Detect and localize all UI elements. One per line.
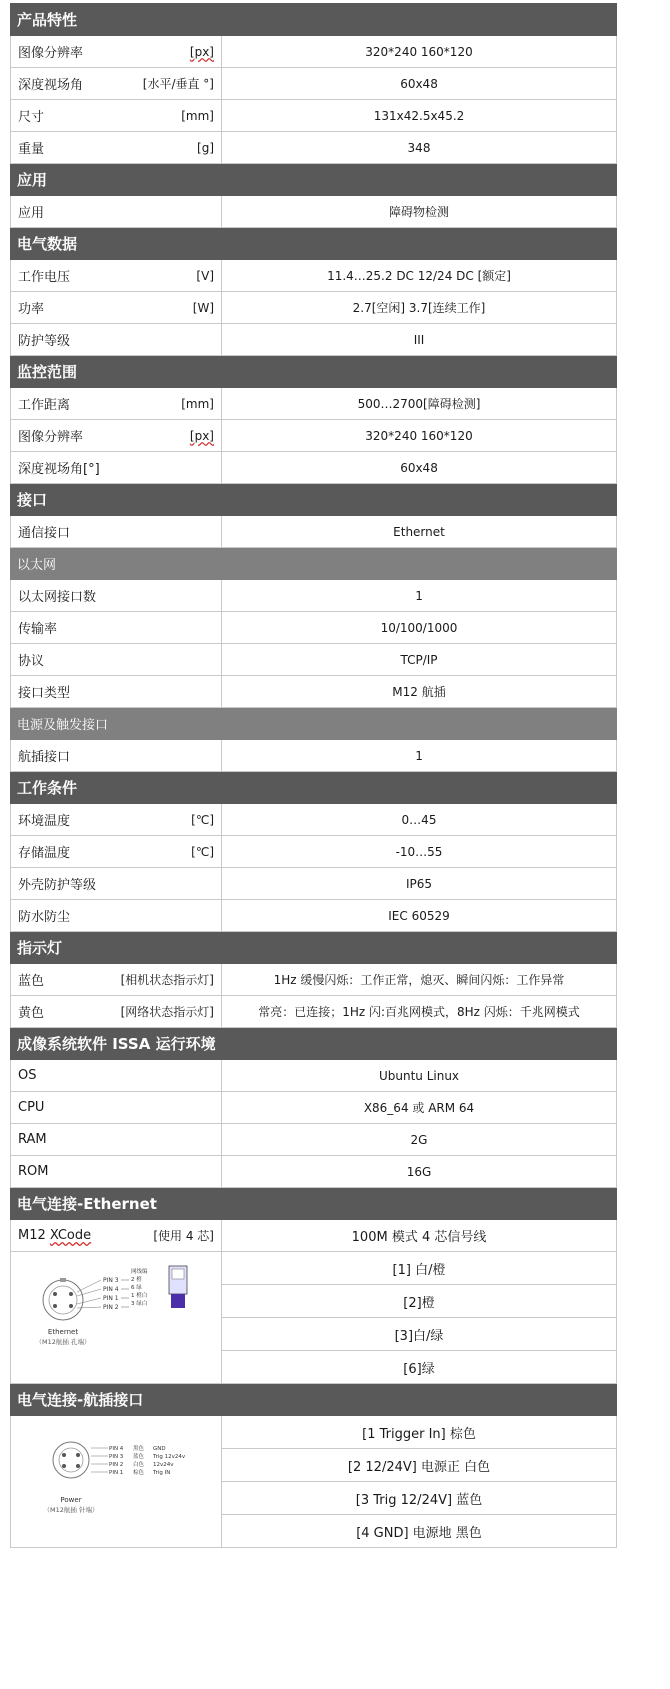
spec-label: 深度视场角 [18, 78, 84, 93]
spec-value: 障碍物检测 [222, 196, 617, 228]
pin-value: [3]白/绿 [222, 1318, 617, 1351]
diagram-caption: Power [60, 1496, 82, 1504]
spec-unit: [V] [196, 268, 214, 283]
spec-label-cell [11, 964, 222, 996]
wire-color-label: 棕色 [133, 1470, 145, 1476]
spec-value: 1Hz 缓慢闪烁：工作正常，熄灭、瞬间闪烁：工作异常 [222, 964, 617, 996]
section-title: 监控范围 [11, 356, 617, 388]
spec-value: 60x48 [222, 452, 617, 484]
section-title: 电源及触发接口 [11, 708, 617, 740]
spec-value: 1 [222, 580, 617, 612]
spec-unit: [g] [197, 140, 214, 155]
spec-label-cell [11, 292, 222, 324]
spec-label: 功率 [18, 302, 45, 317]
spec-value: 100M 模式 4 芯信号线 [222, 1220, 617, 1252]
spec-value: 2G [222, 1124, 617, 1156]
wire-color-label: 蓝色 [133, 1454, 145, 1460]
spec-unit: [mm] [181, 108, 214, 123]
spec-label [18, 1228, 91, 1243]
spec-row [11, 868, 617, 900]
spec-label: ROM [18, 1164, 49, 1179]
spec-row [11, 836, 617, 868]
section-header [11, 228, 617, 260]
spec-row [11, 292, 617, 324]
spec-row [11, 132, 617, 164]
spec-row [11, 1220, 617, 1252]
spec-label-cell [11, 1092, 222, 1124]
subsection-header [11, 548, 617, 580]
spec-unit: [W] [192, 300, 214, 315]
spec-label: 工作电压 [18, 270, 71, 285]
spec-label: 接口类型 [18, 686, 71, 701]
spec-row [11, 580, 617, 612]
spec-row [11, 452, 617, 484]
pin-value: [1] 白/橙 [222, 1252, 617, 1285]
spec-value: 320*240 160*120 [222, 36, 617, 68]
spec-label: OS [18, 1068, 37, 1083]
section-header [11, 356, 617, 388]
spec-value: Ubuntu Linux [222, 1060, 617, 1092]
spec-unit: [网络状态指示灯] [120, 1005, 214, 1019]
spec-unit: [px] [189, 428, 214, 443]
spec-unit: [水平/垂直 °] [142, 77, 214, 91]
section-header [11, 772, 617, 804]
spec-value: 2.7[空闲] 3.7[连续工作] [222, 292, 617, 324]
spec-label: 防水防尘 [18, 910, 71, 925]
spec-row [11, 964, 617, 996]
pin-label: PIN 2 [109, 1462, 124, 1468]
spec-row [11, 196, 617, 228]
wire-label: GND [153, 1446, 166, 1452]
spec-value: IEC 60529 [222, 900, 617, 932]
spec-unit: [℃] [191, 844, 214, 859]
spec-label-cell [11, 900, 222, 932]
spec-label-cell [11, 196, 222, 228]
spec-label-cell [11, 36, 222, 68]
spec-label: RAM [18, 1132, 47, 1147]
spec-label: 防护等级 [18, 334, 71, 349]
diagram-subcaption: （M12航插 针端） [43, 1506, 99, 1514]
spec-label-cell [11, 868, 222, 900]
diagram-caption: Ethernet [47, 1328, 79, 1336]
spec-label: 外壳防护等级 [18, 878, 97, 893]
spec-row [11, 612, 617, 644]
label-code: XCode [49, 1228, 92, 1243]
wire-label: Trig IN [153, 1470, 171, 1476]
spec-label: 航插接口 [18, 750, 71, 765]
spec-label-cell [11, 1060, 222, 1092]
section-title: 工作条件 [11, 772, 617, 804]
wire-label: Trig 12v24v [153, 1454, 186, 1460]
section-title: 成像系统软件 ISSA 运行环境 [11, 1028, 617, 1060]
section-title: 接口 [11, 484, 617, 516]
spec-label-cell [11, 612, 222, 644]
spec-value: 10/100/1000 [222, 612, 617, 644]
spec-label-cell [11, 132, 222, 164]
pin-value: [2 12/24V] 电源正 白色 [222, 1449, 617, 1482]
wire-label: 1 橙白 [131, 1293, 148, 1299]
spec-value: M12 航插 [222, 676, 617, 708]
pin-label: PIN 1 [109, 1470, 124, 1476]
section-header [11, 1028, 617, 1060]
spec-row [11, 1092, 617, 1124]
pin-label: PIN 4 [109, 1446, 124, 1452]
pin-row [11, 1416, 617, 1449]
section-title: 产品特性 [11, 4, 617, 36]
spec-row [11, 420, 617, 452]
spec-label-cell [11, 996, 222, 1028]
section-header [11, 932, 617, 964]
spec-label-cell [11, 516, 222, 548]
power-diagram-cell [11, 1416, 222, 1548]
pin-value: [6]绿 [222, 1351, 617, 1384]
spec-label: 工作距离 [18, 398, 71, 413]
wire-label: 6 绿 [131, 1285, 142, 1291]
section-title: 应用 [11, 164, 617, 196]
wire-label: 12v24v [153, 1462, 174, 1468]
pin-label: PIN 3 [103, 1277, 119, 1284]
spec-label: 蓝色 [18, 974, 45, 989]
spec-unit: [mm] [181, 396, 214, 411]
section-header [11, 1188, 617, 1220]
pin-value: [4 GND] 电源地 黑色 [222, 1515, 617, 1548]
subsection-header [11, 708, 617, 740]
spec-row [11, 996, 617, 1028]
pin-label: PIN 3 [109, 1454, 124, 1460]
wire-label: 网线编 [131, 1269, 148, 1275]
spec-label-cell [11, 1156, 222, 1188]
section-title: 以太网 [11, 548, 617, 580]
spec-label: 协议 [18, 654, 45, 669]
spec-label: 图像分辨率 [18, 46, 84, 61]
spec-row [11, 740, 617, 772]
spec-label-cell [11, 1124, 222, 1156]
spec-value: 常亮：已连接；1Hz 闪:百兆网模式，8Hz 闪烁：千兆网模式 [222, 996, 617, 1028]
spec-label: 以太网接口数 [18, 590, 97, 605]
spec-label: 图像分辨率 [18, 430, 84, 445]
spec-label-cell [11, 1220, 222, 1252]
connector-face-icon [43, 1278, 101, 1320]
wire-color-label: 白色 [133, 1462, 145, 1468]
spec-label: 深度视场角[°] [18, 462, 100, 477]
spec-unit: [℃] [191, 812, 214, 827]
pin-value: [2]橙 [222, 1285, 617, 1318]
spec-row [11, 68, 617, 100]
spec-value: 348 [222, 132, 617, 164]
label-prefix: M12 [18, 1228, 50, 1243]
power-connector-diagram [11, 1416, 222, 1544]
spec-label-cell [11, 452, 222, 484]
pin-label: PIN 2 [103, 1304, 119, 1311]
spec-value: 500…2700[障碍检测] [222, 388, 617, 420]
spec-unit: [相机状态指示灯] [120, 973, 214, 987]
spec-label-cell [11, 420, 222, 452]
spec-label: CPU [18, 1100, 45, 1115]
wire-color-label: 黑色 [133, 1446, 145, 1452]
spec-value: 131x42.5x45.2 [222, 100, 617, 132]
section-title: 电气连接-Ethernet [11, 1188, 617, 1220]
wire-label: 3 绿白 [131, 1301, 148, 1307]
section-title: 电气数据 [11, 228, 617, 260]
pin-value: [1 Trigger In] 棕色 [222, 1416, 617, 1449]
spec-unit: [px] [189, 44, 214, 59]
spec-row [11, 324, 617, 356]
section-header [11, 1384, 617, 1416]
spec-value: IP65 [222, 868, 617, 900]
spec-row [11, 644, 617, 676]
spec-label: 黄色 [18, 1006, 45, 1021]
spec-label: 存储温度 [18, 846, 71, 861]
ethernet-connector-diagram [11, 1252, 222, 1380]
spec-value: Ethernet [222, 516, 617, 548]
spec-label-cell [11, 68, 222, 100]
pin-label: PIN 1 [103, 1295, 119, 1302]
ethernet-diagram-cell [11, 1252, 222, 1384]
spec-row [11, 388, 617, 420]
spec-row [11, 1124, 617, 1156]
spec-label: 重量 [18, 142, 45, 157]
spec-row [11, 1156, 617, 1188]
spec-value: 11.4…25.2 DC 12/24 DC [额定] [222, 260, 617, 292]
spec-row [11, 676, 617, 708]
spec-label-cell [11, 740, 222, 772]
section-header [11, 164, 617, 196]
spec-label-cell [11, 580, 222, 612]
spec-label: 尺寸 [18, 110, 45, 125]
pin-row [11, 1252, 617, 1285]
spec-label-cell [11, 388, 222, 420]
spec-label-cell [11, 324, 222, 356]
spec-row [11, 516, 617, 548]
spec-label: 通信接口 [18, 526, 71, 541]
spec-label: 应用 [18, 206, 45, 221]
spec-value: 16G [222, 1156, 617, 1188]
spec-label: 环境温度 [18, 814, 71, 829]
spec-value: -10…55 [222, 836, 617, 868]
spec-label: 传输率 [18, 622, 58, 637]
spec-value: 0…45 [222, 804, 617, 836]
rj45-plug-icon [169, 1266, 187, 1308]
section-header [11, 4, 617, 36]
spec-label-cell [11, 644, 222, 676]
spec-value: 60x48 [222, 68, 617, 100]
spec-label-cell [11, 260, 222, 292]
spec-label-cell [11, 804, 222, 836]
spec-row [11, 260, 617, 292]
spec-value: TCP/IP [222, 644, 617, 676]
spec-label-cell [11, 676, 222, 708]
pin-value: [3 Trig 12/24V] 蓝色 [222, 1482, 617, 1515]
spec-label-cell [11, 836, 222, 868]
pin-label: PIN 4 [103, 1286, 119, 1293]
spec-row [11, 36, 617, 68]
spec-value: III [222, 324, 617, 356]
spec-value: 320*240 160*120 [222, 420, 617, 452]
section-title: 指示灯 [11, 932, 617, 964]
section-title: 电气连接-航插接口 [11, 1384, 617, 1416]
spec-row [11, 900, 617, 932]
spec-row [11, 1060, 617, 1092]
spec-value: 1 [222, 740, 617, 772]
section-header [11, 484, 617, 516]
spec-value: X86_64 或 ARM 64 [222, 1092, 617, 1124]
spec-unit: [使用 4 芯] [153, 1229, 214, 1243]
wire-label: 2 橙 [131, 1277, 142, 1283]
spec-row [11, 100, 617, 132]
spec-label-cell [11, 100, 222, 132]
connector-face-icon [53, 1442, 89, 1478]
diagram-subcaption: （M12航插 孔端） [35, 1338, 91, 1346]
spec-row [11, 804, 617, 836]
spec-table [10, 3, 617, 1548]
